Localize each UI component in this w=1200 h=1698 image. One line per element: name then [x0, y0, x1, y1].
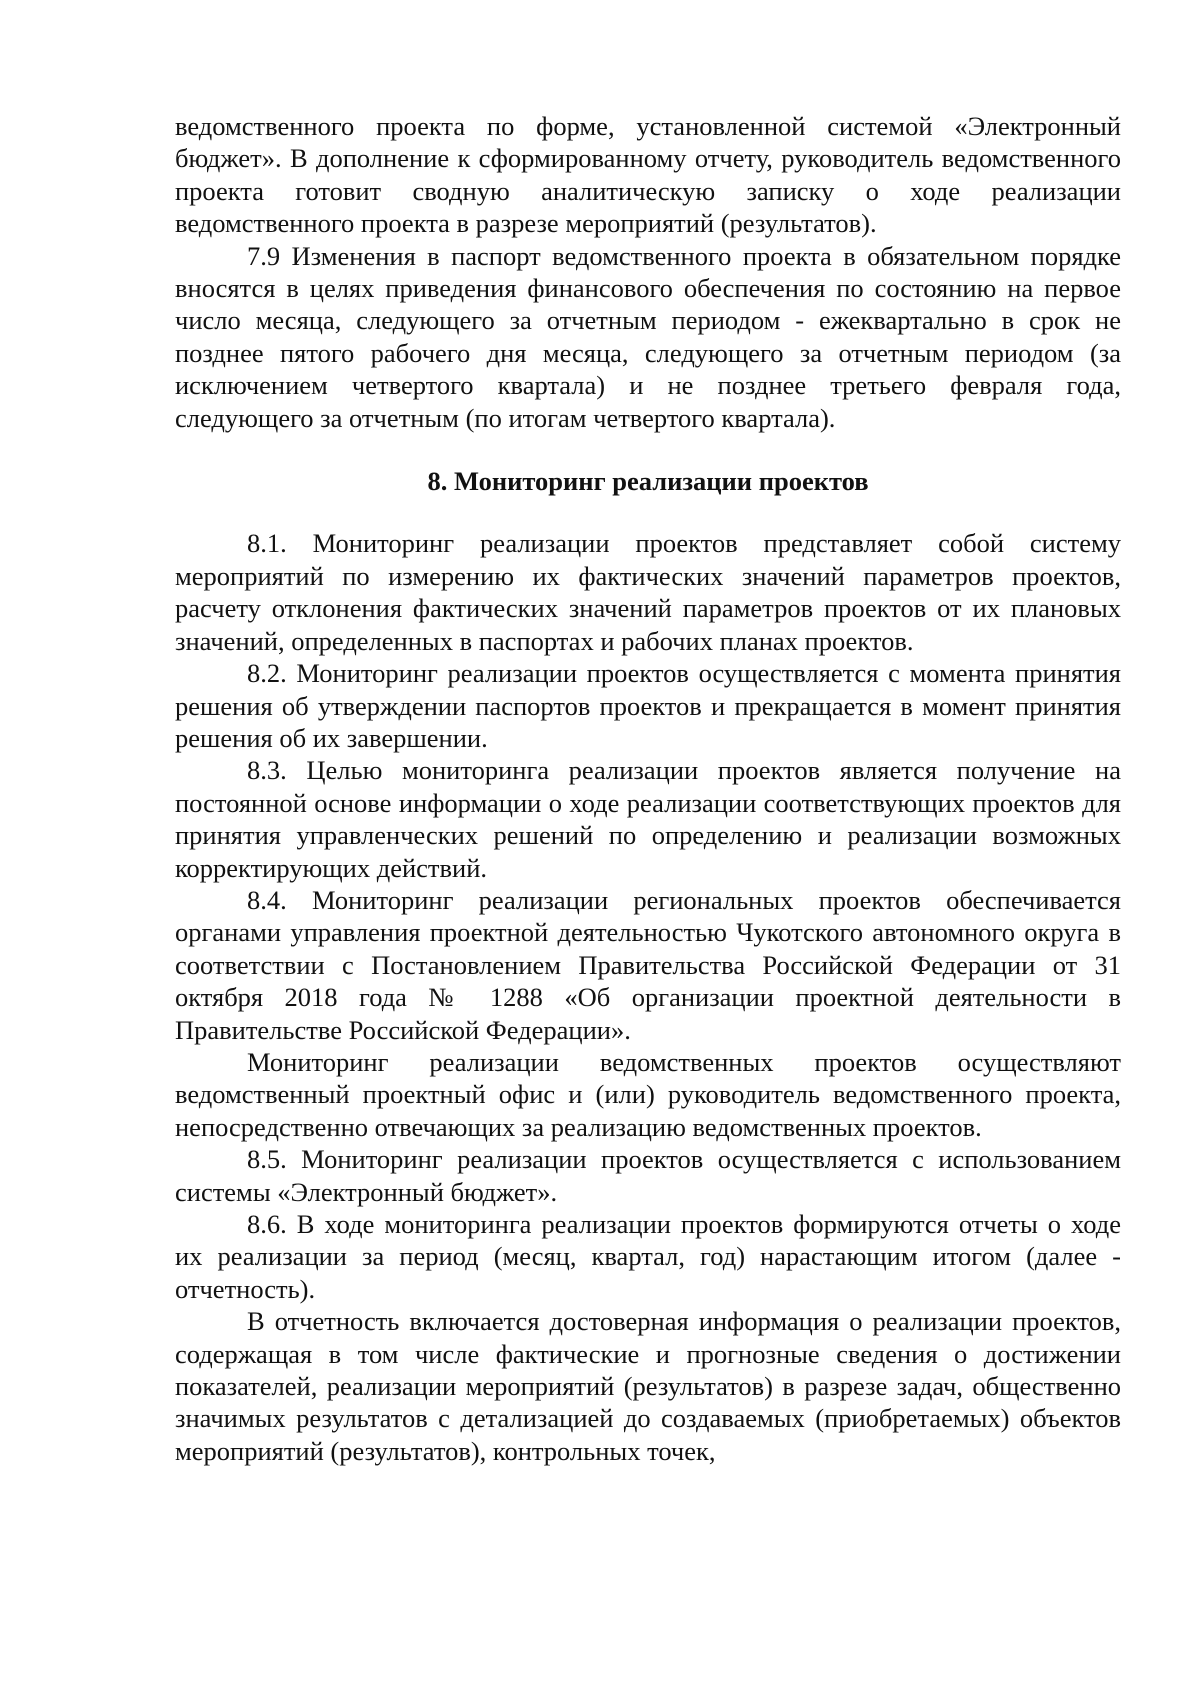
- paragraph-8-6: 8.6. В ходе мониторинга реализации проектов формируются отчеты о ходе их реализации за период (месяц, квартал, год) нарастающим итогом (далее - отчетность).: [175, 1209, 1121, 1304]
- paragraph-8-3: 8.3. Целью мониторинга реализации проектов является получение на постоянной основе информации о ходе реализации соответствующих проектов для принятия управленческих решений по определению и реализации возможных корректирующих действий.: [175, 755, 1121, 883]
- paragraph-8-1: 8.1. Мониторинг реализации проектов представляет собой систему мероприятий по измерению их фактических значений параметров проектов, расчету отклонения фактических значений параметров проектов от их плановых значений, определенных в паспортах и рабочих планах проектов.: [175, 528, 1121, 656]
- section-heading: 8. Мониторинг реализации проектов: [427, 466, 869, 497]
- paragraph-8-6-reporting: В отчетность включается достоверная информация о реализации проектов, содержащая в том числе фактические и прогнозные сведения о достижении показателей, реализации мероприятий (результатов) в разрезе задач, общественно значимых результатов с детализацией до создаваемых (приобретаемых) объектов мероприятий (результатов), контрольных точек,: [175, 1306, 1121, 1466]
- paragraph-8-4-monitoring: Мониторинг реализации ведомственных проектов осуществляют ведомственный проектный офис и (или) руководитель ведомственного проекта, непосредственно отвечающих за реализацию ведомственных проектов.: [175, 1046, 1121, 1142]
- paragraph-8-4: 8.4. Мониторинг реализации региональных проектов обеспечивается органами управления проектной деятельностью Чукотского автономного округа в соответствии с Постановлением Правительства Российской Федерации от 31 октября 2018 года № 1288 «Об организации проектной деятельности в Правительстве Российской Федерации».: [175, 884, 1121, 1045]
- paragraph-continuation: ведомственного проекта по форме, установленной системой «Электронный бюджет». В дополнение к сформированному отчету, руководитель ведомственного проекта готовит сводную аналитическую записку о ходе реализации ведомственного проекта в разрезе мероприятий (результатов).: [175, 111, 1121, 239]
- paragraph-8-2: 8.2. Мониторинг реализации проектов осуществляется с момента принятия решения об утверждении паспортов проектов и прекращается в момент принятия решения об их завершении.: [175, 658, 1121, 753]
- paragraph-7-9: 7.9 Изменения в паспорт ведомственного проекта в обязательном порядке вносятся в целях приведения финансового обеспечения по состоянию на первое число месяца, следующего за отчетным периодом - ежеквартально в срок не позднее пятого рабочего дня месяца, следующего за отчетным периодом (за исключением четвертого квартала) и не позднее третьего февраля года, следующего за отчетным (по итогам четвертого квартала).: [175, 240, 1121, 433]
- document-page: [175, 110, 1121, 1467]
- paragraph-8-5: 8.5. Мониторинг реализации проектов осуществляется с использованием системы «Электронный бюджет».: [175, 1144, 1121, 1207]
